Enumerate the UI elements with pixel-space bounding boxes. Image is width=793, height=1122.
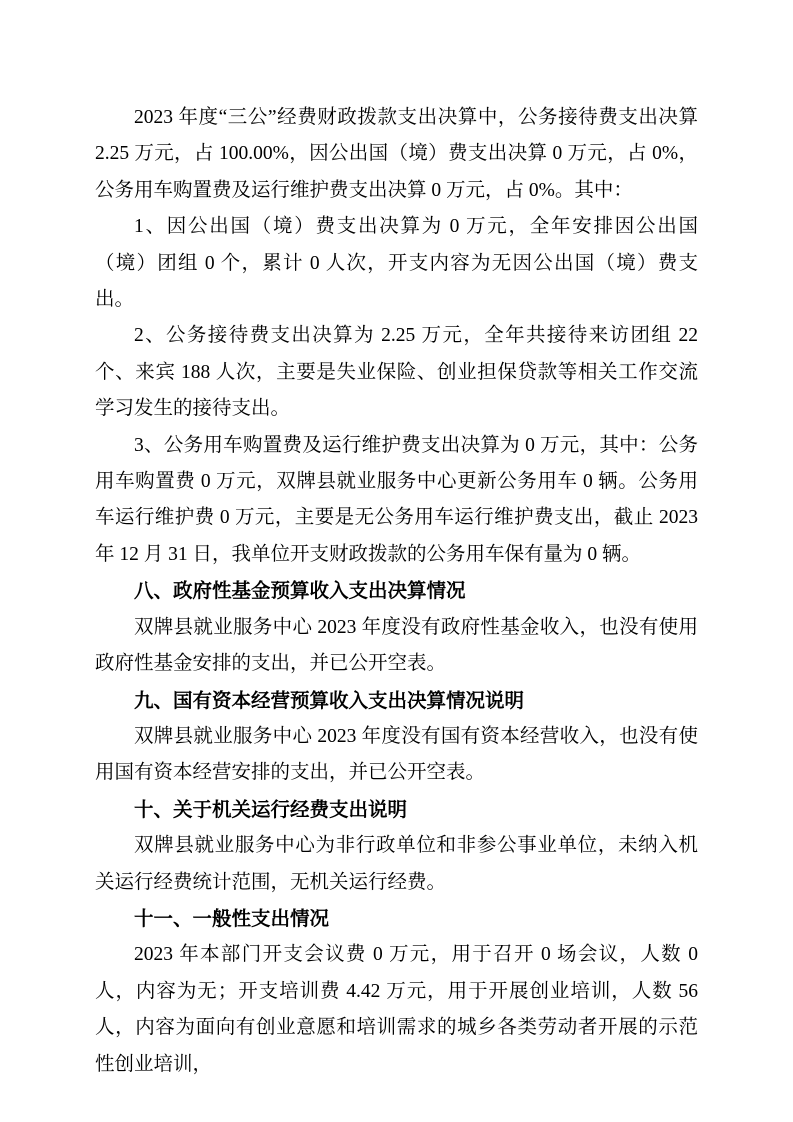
paragraph-general-expense: 2023 年本部门开支会议费 0 万元，用于召开 0 场会议，人数 0 人，内容为无；开支培训费 4.42 万元，用于开展创业培训，人数 56 人，内容为面向有创业意愿和培训需求的城乡各类劳动者开展的示范性创业培训， — [95, 944, 698, 1075]
paragraph-reception-expense: 2、公务接待费支出决算为 2.25 万元，全年共接待来访团组 22 个、来宾 188 人次，主要是失业保险、创业担保贷款等相关工作交流学习发生的接待支出。 — [95, 325, 698, 420]
paragraph-abroad-expense: 1、因公出国（境）费支出决算为 0 万元，全年安排因公出国（境）团组 0 个，累计 0 人次，开支内容为无因公出国（境）费支出。 — [95, 216, 698, 311]
paragraph-operating-expense: 双牌县就业服务中心为非行政单位和非参公事业单位，未纳入机关运行经费统计范围，无机关运行经费。 — [95, 835, 698, 893]
heading-section-eleven-general-expense: 十一、一般性支出情况 — [134, 907, 330, 930]
paragraph-sangong-summary: 2023 年度“三公”经费财政拨款支出决算中，公务接待费支出决算 2.25 万元，占 100.00%，因公出国（境）费支出决算 0 万元，占 0%，公务用车购置费及运行维护费支出决算 0 万元，占 0%。其中： — [95, 107, 698, 201]
paragraph-government-fund: 双牌县就业服务中心 2023 年度没有政府性基金收入，也没有使用政府性基金安排的支出，并已公开空表。 — [95, 616, 698, 675]
heading-section-eight-government-fund: 八、政府性基金预算收入支出决算情况 — [134, 580, 466, 603]
heading-section-ten-operating-expense: 十、关于机关运行经费支出说明 — [134, 798, 408, 821]
heading-section-nine-state-capital: 九、国有资本经营预算收入支出决算情况说明 — [134, 689, 525, 712]
paragraph-vehicle-expense: 3、公务用车购置费及运行维护费支出决算为 0 万元，其中：公务用车购置费 0 万元，双牌县就业服务中心更新公务用车 0 辆。公务用车运行维护费 0 万元，主要是无公务用车运行维护费支出，截止 2023 年 12 月 31 日，我单位开支财政拨款的公务用车保有量为 0 辆。 — [95, 434, 698, 565]
paragraph-state-capital: 双牌县就业服务中心 2023 年度没有国有资本经营收入，也没有使用国有资本经营安排的支出，并已公开空表。 — [95, 725, 698, 784]
